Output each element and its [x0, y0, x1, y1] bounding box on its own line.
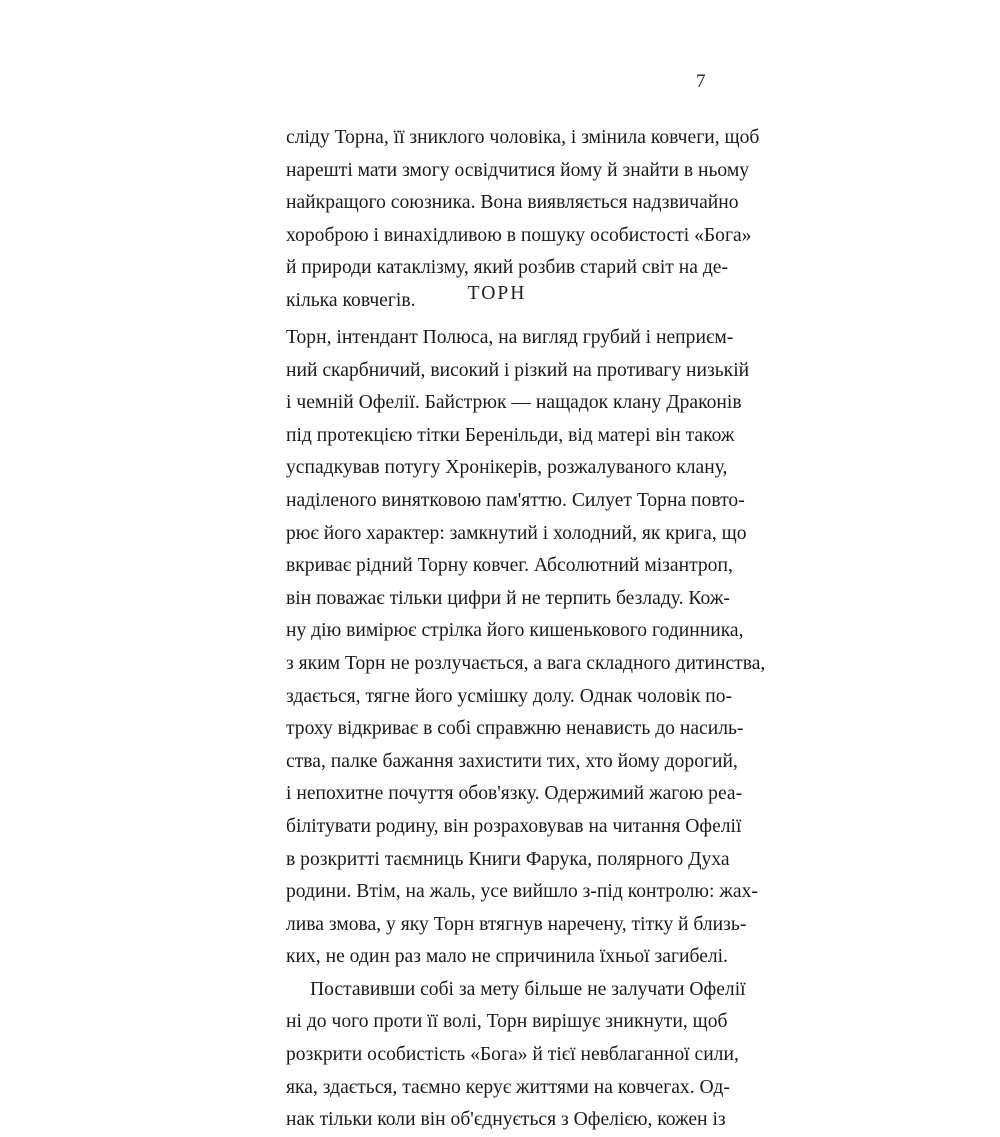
- text-line: здається, тягне його усмішку долу. Однак чоловік по-: [286, 685, 733, 707]
- section-body: [286, 322, 766, 1137]
- text-line: нак тільки коли він об'єднується з Офелією, кожен із: [286, 1109, 726, 1131]
- text-line: і чемній Офелії. Байстрюк — нащадок клану Драконів: [286, 392, 742, 414]
- text-line: ких, не один раз мало не спричинила їхньої загибелі.: [286, 946, 729, 968]
- text-line: троху відкриває в собі справжню ненависть до насиль-: [286, 718, 744, 740]
- text-line: ну дію вимірює стрілка його кишенькового годинника,: [286, 620, 744, 642]
- text-line: лива змова, у яку Торн втягнув наречену, тітку й близь-: [286, 913, 747, 935]
- section-heading: ТОРН: [467, 283, 527, 304]
- text-line: ства, палке бажання захистити тих, хто йому дорогий,: [286, 750, 738, 772]
- text-line: нарешті мати змогу освідчитися йому й знайти в ньому: [286, 159, 750, 181]
- text-line: білітувати родину, він розраховував на читання Офелії: [286, 815, 742, 837]
- text-line: Торн, інтендант Полюса, на вигляд грубий і неприєм-: [286, 327, 734, 348]
- text-line: і непохитне почуття обов'язку. Одержимий жагою реа-: [286, 783, 743, 805]
- text-line: сліду Торна, її зниклого чоловіка, і змінила ковчеги, щоб: [286, 127, 760, 148]
- text-line: родини. Втім, на жаль, усе вийшло з-під контролю: жах-: [286, 881, 758, 903]
- text-line: яка, здається, таємно керує життями на ковчегах. Од-: [286, 1076, 730, 1098]
- text-line: наділеного винятковою пам'яттю. Силует Торна повто-: [286, 489, 745, 511]
- text-line: розкрити особистість «Бога» й тієї невблаганної сили,: [286, 1044, 739, 1066]
- page-number: 7: [696, 71, 706, 92]
- text-line: з яким Торн не розлучається, а вага складного дитинства,: [286, 652, 766, 674]
- text-line: ний скарбничий, високий і різкий на противагу низькій: [286, 359, 750, 381]
- text-line: найкращого союзника. Вона виявляється надзвичайно: [286, 192, 739, 214]
- text-line: успадкував потугу Хронікерів, розжалуваного клану,: [286, 457, 728, 479]
- text-line: він поважає тільки цифри й не терпить безладу. Кож-: [286, 587, 730, 609]
- text-line: вкриває рідний Торну ковчег. Абсолютний мізантроп,: [286, 555, 733, 577]
- text-line: Поставивши собі за мету більше не залучати Офелії: [310, 978, 746, 1000]
- text-line: ні до чого проти її волі, Торн вирішує зникнути, щоб: [286, 1011, 728, 1033]
- text-line: під протекцією тітки Беренільди, від матері він також: [286, 424, 735, 446]
- text-line: й природи катаклізму, який розбив старий світ на де-: [286, 257, 729, 279]
- text-line: в розкритті таємниць Книги Фарука, полярного Духа: [286, 848, 730, 870]
- text-line: рює його характер: замкнутий і холодний, як крига, що: [286, 522, 747, 544]
- text-line: хороброю і винахідливою в пошуку особистості «Бога»: [286, 224, 752, 246]
- text-line: кілька ковчегів.: [286, 289, 416, 311]
